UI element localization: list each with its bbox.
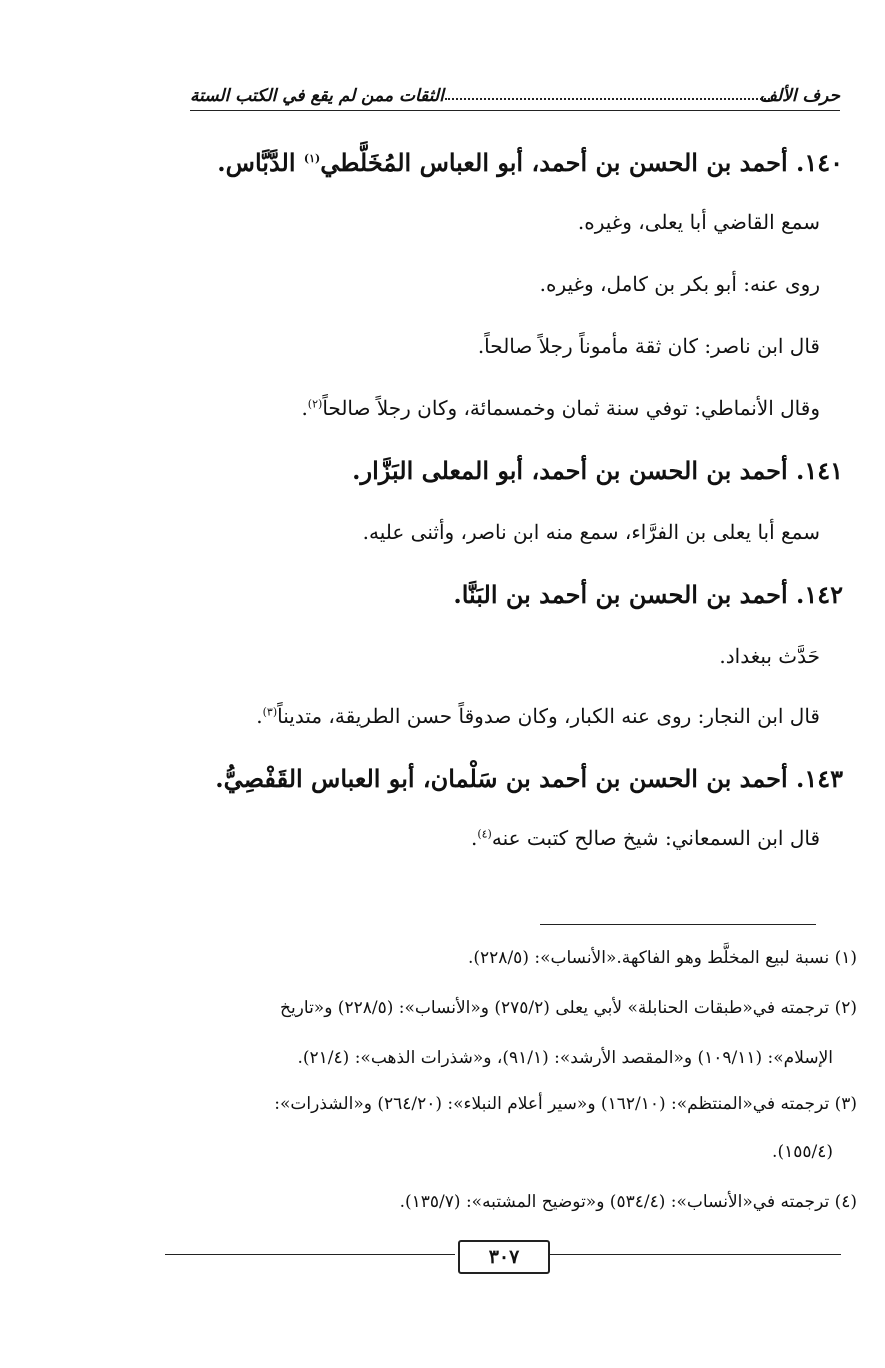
entry-line: سمع القاضي أبا يعلى، وغيره. <box>577 210 820 234</box>
footnote-ref-3[interactable]: (٣) <box>262 705 278 719</box>
footnote-3: (٣) ترجمته في«المنتظم»: (١٦٢/١٠) و«سير أعلام النبلاء»: (٢٦٤/٢٠) و«الشذرات»: <box>274 1094 857 1114</box>
entry-line-text: قال ابن السمعاني: شيخ صالح كتبت عنه <box>491 826 820 850</box>
entry-title-tail: الدَّبَّاس. <box>217 148 304 177</box>
entry-line: سمع أبا يعلى بن الفرَّاء، سمع منه ابن ناصر، وأثنى عليه. <box>362 520 820 544</box>
header-rule <box>190 110 840 111</box>
entry-title-text: ١٤٠. أحمد بن الحسن بن أحمد، أبو العباس المُخَلَّطي <box>320 148 843 177</box>
entry-title-140 <box>217 148 843 177</box>
footnote-ref-4[interactable]: (٤) <box>477 827 492 841</box>
entry-line-tail: . <box>470 826 478 850</box>
entry-title-143: ١٤٣. أحمد بن الحسن بن أحمد بن سَلْمان، أبو العباس القَفْصِيُّ. <box>215 764 843 793</box>
footnote-ref-1[interactable]: (١) <box>303 152 321 165</box>
page-number: ٣٠٧ <box>458 1240 550 1274</box>
entry-title-142: ١٤٢. أحمد بن الحسن بن أحمد بن البَنَّا. <box>453 580 843 609</box>
entry-line <box>301 396 820 420</box>
entry-line <box>471 826 820 850</box>
entry-line: قال ابن ناصر: كان ثقة مأموناً رجلاً صالحاً. <box>477 334 820 358</box>
entry-title-141: ١٤١. أحمد بن الحسن بن أحمد، أبو المعلى البَزَّار. <box>352 456 843 485</box>
header-book-title: الثقات ممن لم يقع في الكتب الستة <box>190 86 444 106</box>
footer-rule-left <box>165 1254 455 1255</box>
header-dot-leader <box>445 84 770 100</box>
entry-line: حَدَّث ببغداد. <box>719 644 820 668</box>
footnote-1: (١) نسبة لبيع المخلَّط وهو الفاكهة.«الأنساب»: (٢٢٨/٥). <box>468 948 857 968</box>
entry-line <box>256 704 820 728</box>
entry-line: روى عنه: أبو بكر بن كامل، وغيره. <box>539 272 820 296</box>
footnote-2: (٢) ترجمته في«طبقات الحنابلة» لأبي يعلى (٢٧٥/٢) و«الأنساب»: (٢٢٨/٥) و«تاريخ <box>279 998 857 1018</box>
running-header <box>190 82 840 112</box>
footnote-4: (٤) ترجمته في«الأنساب»: (٥٣٤/٤) و«توضيح المشتبه»: (١٣٥/٧). <box>399 1192 857 1212</box>
footnote-2-continued: الإسلام»: (١٠٩/١١) و«المقصد الأرشد»: (٩١/١)، و«شذرات الذهب»: (٢١/٤). <box>297 1048 833 1068</box>
entry-line-tail: . <box>301 396 308 420</box>
entry-line-tail: . <box>256 704 263 728</box>
entry-line-text: وقال الأنماطي: توفي سنة ثمان وخمسمائة، وكان رجلاً صالحاً <box>322 396 820 420</box>
footnote-ref-2[interactable]: (٢) <box>307 397 323 411</box>
footer-rule-right <box>548 1254 841 1255</box>
entry-line-text: قال ابن النجار: روى عنه الكبار، وكان صدوقاً حسن الطريقة، متديناً <box>277 704 820 728</box>
footnote-separator <box>540 924 816 925</box>
header-chapter: حرف الألف <box>759 86 840 106</box>
footnote-3-continued: (١٥٥/٤). <box>772 1142 833 1162</box>
